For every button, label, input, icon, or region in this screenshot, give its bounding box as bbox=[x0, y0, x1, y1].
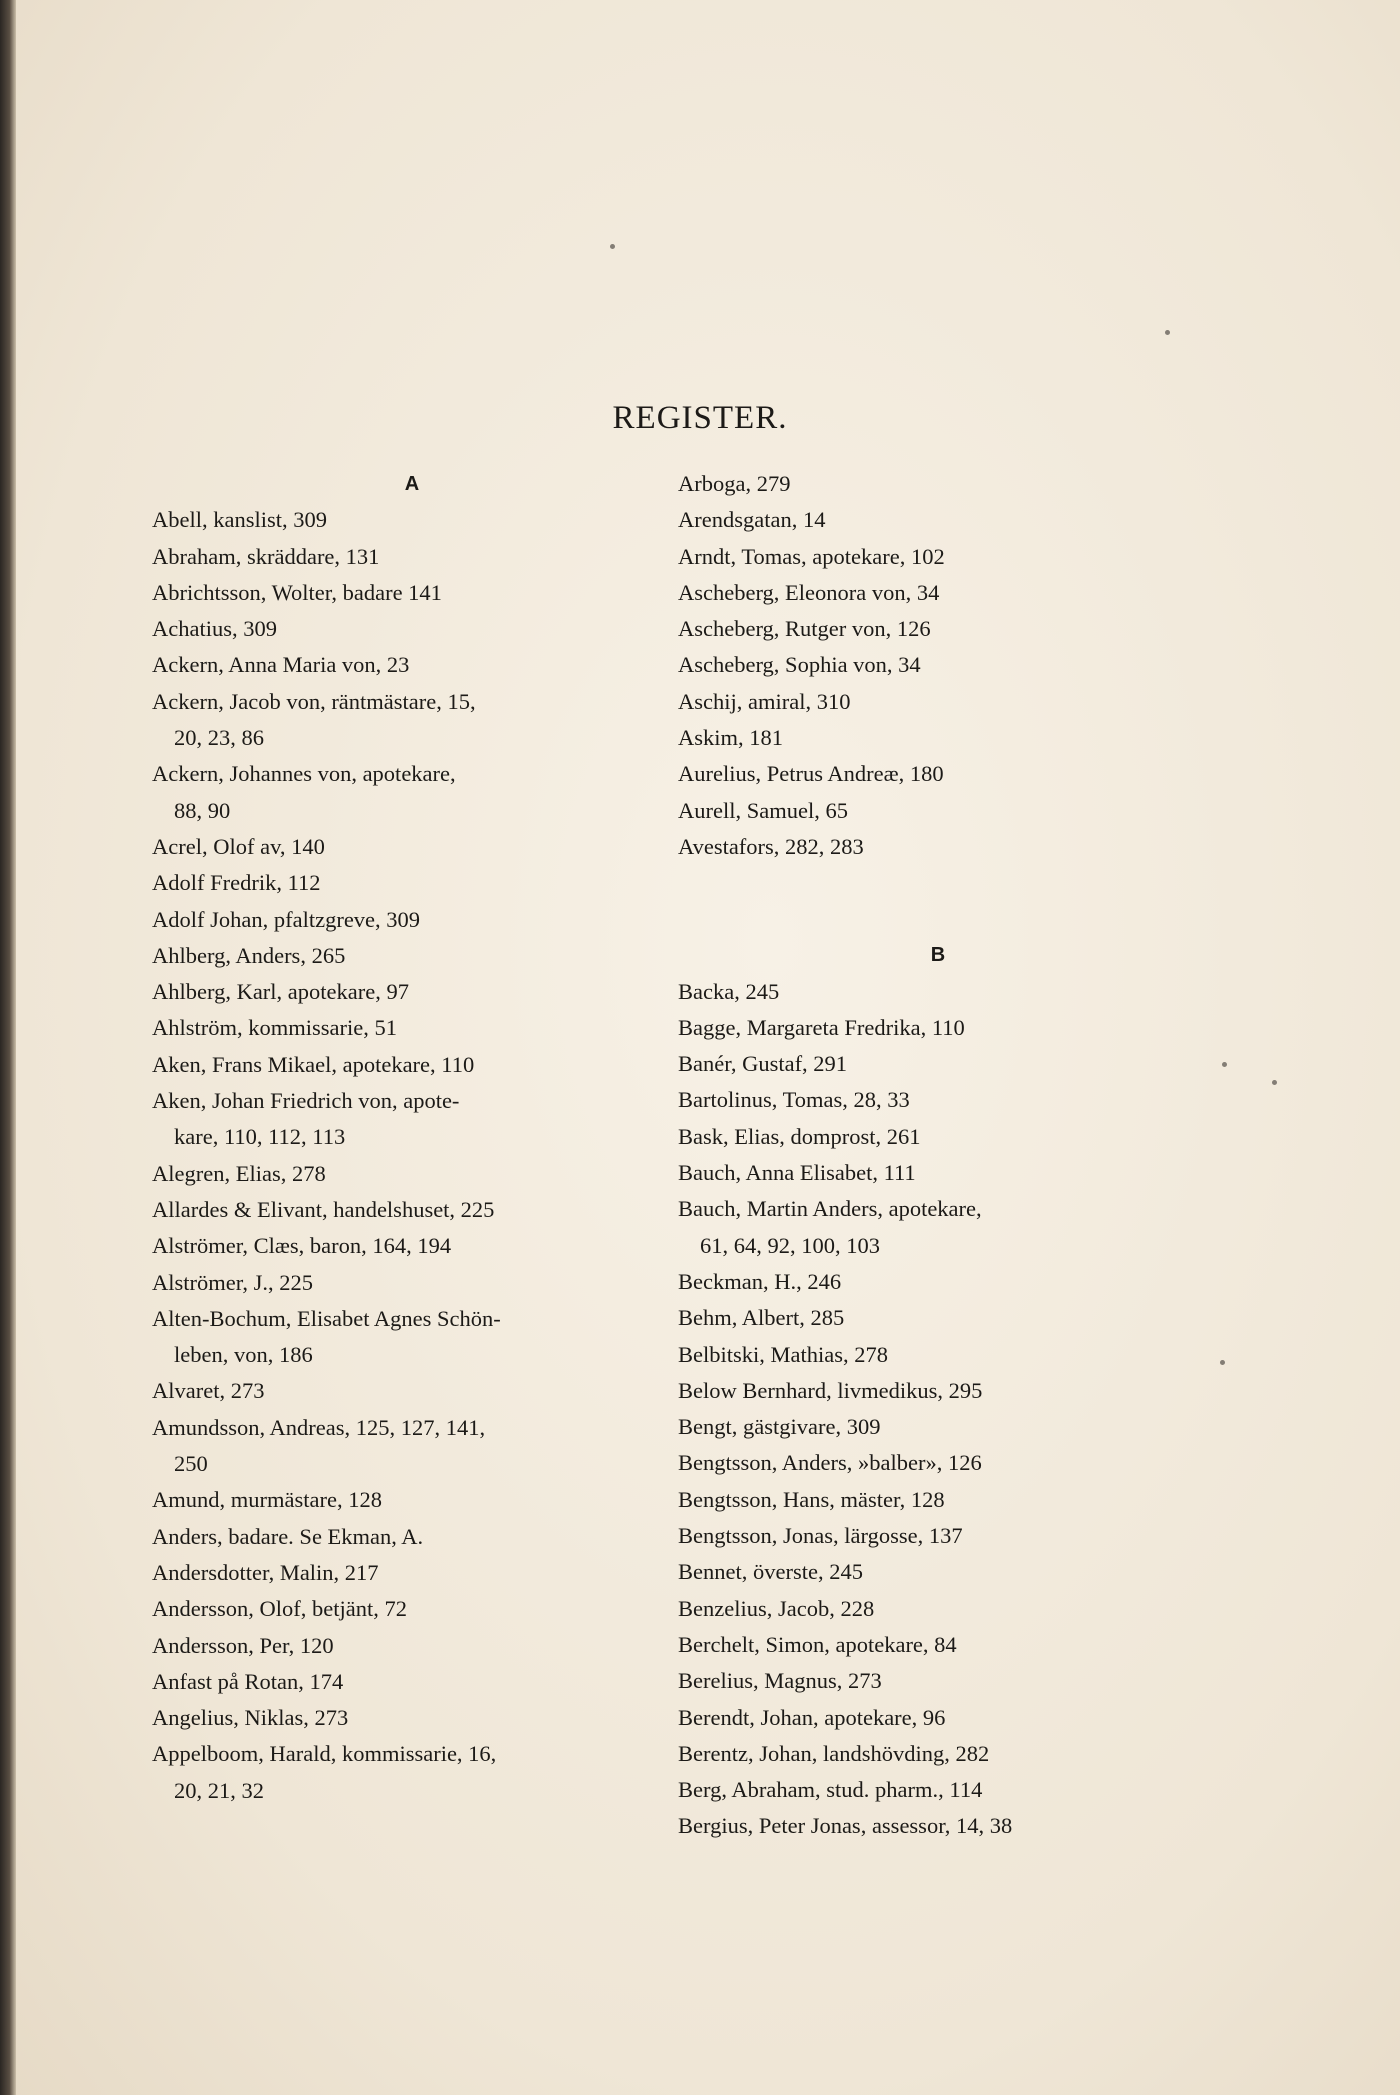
index-entry: Arndt, Tomas, apotekare, 102 bbox=[678, 543, 945, 569]
index-entry: Aurell, Samuel, 65 bbox=[678, 797, 848, 823]
index-entry: Ahlström, kommissarie, 51 bbox=[152, 1015, 397, 1041]
index-entry: Aken, Johan Friedrich von, apote- bbox=[152, 1088, 460, 1114]
index-entry: Bengt, gästgivare, 309 bbox=[678, 1414, 881, 1440]
index-entry: Amundsson, Andreas, 125, 127, 141, bbox=[152, 1414, 486, 1440]
index-entry-continuation: 88, 90 bbox=[174, 797, 231, 823]
index-entry: Behm, Albert, 285 bbox=[678, 1305, 845, 1331]
index-entry: Belbitski, Mathias, 278 bbox=[678, 1341, 888, 1367]
index-entry: Alströmer, J., 225 bbox=[152, 1269, 313, 1295]
index-entry: Berentz, Johan, landshövding, 282 bbox=[678, 1740, 990, 1766]
index-entry: Alvaret, 273 bbox=[152, 1378, 265, 1404]
index-entry: Ackern, Jacob von, räntmästare, 15, bbox=[152, 688, 476, 714]
index-entry: Bauch, Martin Anders, apotekare, bbox=[678, 1196, 982, 1222]
paper-speck bbox=[1222, 1062, 1227, 1067]
index-entry-continuation: 20, 23, 86 bbox=[174, 725, 264, 751]
index-entry: Bagge, Margareta Fredrika, 110 bbox=[678, 1014, 965, 1040]
index-entry: Arboga, 279 bbox=[678, 471, 791, 496]
index-entry: Banér, Gustaf, 291 bbox=[678, 1051, 848, 1077]
index-entry: Ascheberg, Eleonora von, 34 bbox=[678, 579, 940, 605]
index-entry-continuation: 250 bbox=[174, 1451, 208, 1477]
index-entry: Appelboom, Harald, kommissarie, 16, bbox=[152, 1741, 497, 1767]
index-entry: Aken, Frans Mikael, apotekare, 110 bbox=[152, 1051, 475, 1077]
index-entry: Beckman, H., 246 bbox=[678, 1268, 842, 1294]
section-gap bbox=[678, 865, 1198, 937]
index-entry: Anders, badare. Se Ekman, A. bbox=[152, 1523, 424, 1549]
index-entry: Acrel, Olof av, 140 bbox=[152, 833, 325, 859]
paper-speck bbox=[1272, 1080, 1277, 1085]
index-entry: Askim, 181 bbox=[678, 725, 784, 751]
index-entry: Arendsgatan, 14 bbox=[678, 507, 826, 533]
index-entry: Allardes & Elivant, handelshuset, 225 bbox=[152, 1196, 495, 1222]
right-a-entries bbox=[678, 466, 1198, 865]
index-entry-continuation: leben, von, 186 bbox=[174, 1342, 313, 1368]
index-entry: Bask, Elias, domprost, 261 bbox=[678, 1123, 921, 1149]
index-entry: Berelius, Magnus, 273 bbox=[678, 1668, 882, 1694]
index-entry: Ackern, Anna Maria von, 23 bbox=[152, 652, 410, 678]
book-spine-shadow bbox=[0, 0, 16, 2095]
index-entry: Alegren, Elias, 278 bbox=[152, 1160, 326, 1186]
index-entry: Ackern, Johannes von, apotekare, bbox=[152, 761, 456, 787]
page-title: REGISTER. bbox=[612, 400, 788, 436]
index-entry: Below Bernhard, livmedikus, 295 bbox=[678, 1377, 983, 1403]
index-entry: Berendt, Johan, apotekare, 96 bbox=[678, 1704, 946, 1730]
left-entries bbox=[152, 502, 642, 1809]
index-column-right bbox=[678, 466, 1198, 1845]
index-entry: Angelius, Niklas, 273 bbox=[152, 1705, 349, 1731]
paper-speck bbox=[1165, 330, 1170, 335]
index-entry: Avestafors, 282, 283 bbox=[678, 833, 864, 859]
index-entry: Ascheberg, Sophia von, 34 bbox=[678, 652, 921, 678]
index-entry: Berchelt, Simon, apotekare, 84 bbox=[678, 1631, 957, 1657]
index-entry: Andersson, Olof, betjänt, 72 bbox=[152, 1596, 407, 1622]
index-entry: Bengtsson, Hans, mäster, 128 bbox=[678, 1486, 945, 1512]
index-entry: Bennet, överste, 245 bbox=[678, 1559, 863, 1585]
index-entry: Ascheberg, Rutger von, 126 bbox=[678, 616, 931, 642]
index-entry: Alströmer, Clæs, baron, 164, 194 bbox=[152, 1233, 452, 1259]
section-letter-b: B bbox=[930, 944, 946, 967]
index-entry: Bengtsson, Anders, »balber», 126 bbox=[678, 1450, 982, 1476]
index-entry: Abrichtsson, Wolter, badare 141 bbox=[152, 579, 442, 605]
index-entry: Bauch, Anna Elisabet, 111 bbox=[678, 1160, 916, 1186]
index-entry: Andersdotter, Malin, 217 bbox=[152, 1559, 379, 1585]
index-entry-continuation: 20, 21, 32 bbox=[174, 1777, 264, 1803]
index-entry: Achatius, 309 bbox=[152, 616, 277, 642]
index-entry: Aschij, amiral, 310 bbox=[678, 688, 851, 714]
index-entry: Abell, kanslist, 309 bbox=[152, 507, 327, 533]
section-letter-a: A bbox=[404, 473, 420, 495]
paper-speck bbox=[1220, 1360, 1225, 1365]
index-entry: Bergius, Peter Jonas, assessor, 14, 38 bbox=[678, 1813, 1013, 1839]
index-entry: Adolf Fredrik, 112 bbox=[152, 870, 321, 896]
index-entry: Berg, Abraham, stud. pharm., 114 bbox=[678, 1777, 983, 1803]
index-entry: Bengtsson, Jonas, lärgosse, 137 bbox=[678, 1523, 963, 1549]
index-entry-continuation: 61, 64, 92, 100, 103 bbox=[700, 1232, 880, 1258]
index-entry: Andersson, Per, 120 bbox=[152, 1632, 334, 1658]
index-entry: Ahlberg, Karl, apotekare, 97 bbox=[152, 979, 409, 1005]
index-entry: Benzelius, Jacob, 228 bbox=[678, 1595, 875, 1621]
index-entry: Backa, 245 bbox=[678, 978, 780, 1004]
paper-speck bbox=[610, 244, 615, 249]
index-entry: Bartolinus, Tomas, 28, 33 bbox=[678, 1087, 910, 1113]
index-entry: Amund, murmästare, 128 bbox=[152, 1487, 382, 1513]
index-entry: Ahlberg, Anders, 265 bbox=[152, 942, 346, 968]
index-entry: Abraham, skräddare, 131 bbox=[152, 543, 380, 569]
index-entry: Adolf Johan, pfaltzgreve, 309 bbox=[152, 906, 421, 932]
index-entry: Anfast på Rotan, 174 bbox=[152, 1668, 344, 1694]
right-b-entries bbox=[678, 974, 1198, 1845]
index-entry: Aurelius, Petrus Andreæ, 180 bbox=[678, 761, 944, 787]
index-column-left bbox=[152, 466, 642, 1809]
index-entry-continuation: kare, 110, 112, 113 bbox=[174, 1124, 346, 1150]
index-entry: Alten-Bochum, Elisabet Agnes Schön- bbox=[152, 1305, 501, 1331]
